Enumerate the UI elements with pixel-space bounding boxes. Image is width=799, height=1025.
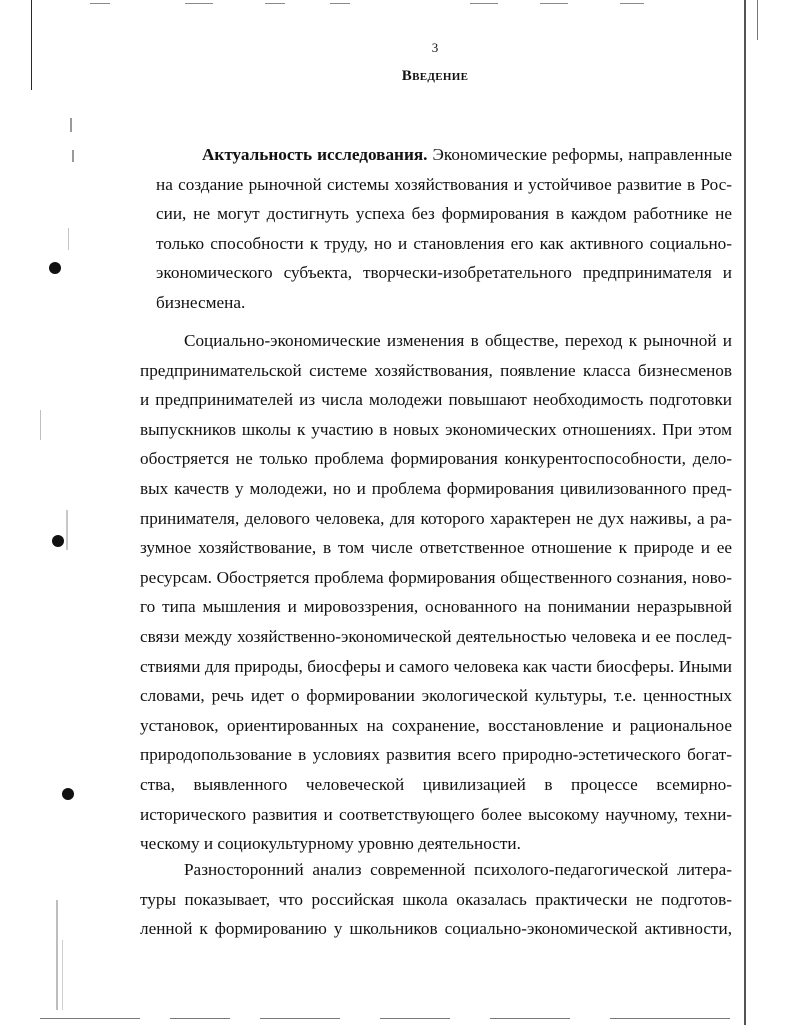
- scan-bottom-mark: [490, 1018, 570, 1019]
- scan-speck: [66, 510, 68, 550]
- scan-edge-left: [31, 0, 32, 90]
- paragraph-socioeconomic-changes: [140, 326, 732, 859]
- scan-top-mark: [470, 3, 498, 4]
- paragraph-line: Социально-экономические изменения в обществе, переход к рыночной и: [184, 331, 732, 350]
- scan-speck: [68, 228, 69, 250]
- paragraph-line: и предпринимателей из числа молодежи повышают необходимость подготовки: [140, 390, 732, 410]
- scan-speck: [62, 940, 63, 1010]
- paragraph-line: природопользование в условиях развития всего природно-эстетического богат-: [140, 745, 732, 765]
- scan-top-mark: [540, 3, 568, 4]
- paragraph-line: предпринимательской системе хозяйствования, появление класса бизнесменов: [140, 360, 732, 380]
- scan-edge-right-outer: [757, 0, 758, 40]
- scan-speck: [56, 900, 58, 1010]
- scan-bottom-mark: [260, 1018, 340, 1019]
- scan-bottom-mark: [170, 1018, 230, 1019]
- paragraph-literature-analysis: [140, 855, 732, 944]
- paragraph-line: установок, ориентированных на сохранение, восстановление и рациональное: [140, 715, 732, 735]
- scan-bottom-mark: [380, 1018, 450, 1019]
- paragraph-line: го типа мышления и мировоззрения, основанного на понимании неразрывной: [140, 597, 732, 617]
- paragraph-line: Разносторонний анализ современной психолого-педагогической литера-: [184, 860, 732, 879]
- scan-top-mark: [620, 3, 644, 4]
- scan-speck: [40, 410, 41, 440]
- paragraph-relevance: [156, 140, 732, 318]
- scan-top-mark: [185, 3, 213, 4]
- paragraph-line: обостряется не только проблема формирования конкурентоспособности, дело-: [140, 449, 732, 469]
- scan-top-mark: [265, 3, 285, 4]
- scan-top-mark: [90, 3, 110, 4]
- page-number: 3: [431, 40, 439, 55]
- scan-bottom-mark: [40, 1018, 140, 1019]
- scan-speck: [72, 150, 74, 162]
- paragraph-line: ства, выявленного человеческой цивилизацией в процессе всемирно-: [140, 774, 732, 794]
- relevance-label: Актуальность исследования.: [202, 145, 428, 164]
- paragraph-line: ленной к формированию у школьников социально-экономической активности,: [140, 919, 732, 939]
- paragraph-line: ресурсам. Обостряется проблема формирования общественного сознания, ново-: [140, 567, 732, 587]
- paragraph-line: выпускников школы к участию в новых экономических отношениях. При этом: [140, 419, 732, 439]
- paragraph-line: словами, речь идет о формировании экологической культуры, т.е. ценностных: [140, 686, 732, 706]
- paragraph-line: экономического субъекта, творчески-изобретательного предпринимателя и: [156, 263, 732, 283]
- paragraph-line: зумное хозяйствование, в том числе ответственное отношение к природе и ее: [140, 538, 732, 558]
- paragraph-line: туры показывает, что российская школа оказалась практически не подготов-: [140, 889, 732, 909]
- binder-hole-mark: [52, 535, 64, 547]
- scan-bottom-mark: [610, 1018, 730, 1019]
- paragraph-line: исторического развития и соответствующего более высокому научному, техни-: [140, 804, 732, 824]
- paragraph-line-text: Экономические реформы, направленные: [427, 145, 732, 164]
- scan-edge-right: [744, 0, 746, 1025]
- paragraph-line: только способности к труду, но и становления его как активного социально-: [156, 233, 732, 253]
- section-heading: Введение: [401, 68, 469, 84]
- paragraph-line: ствиями для природы, биосферы и самого человека как части биосферы. Иными: [140, 656, 732, 676]
- scan-top-mark: [330, 3, 350, 4]
- paragraph-line: [156, 140, 732, 170]
- paragraph-line: принимателя, делового человека, для которого характерен не дух наживы, а ра-: [140, 508, 732, 528]
- paragraph-line: связи между хозяйственно-экономической деятельностью человека и ее послед-: [140, 626, 732, 646]
- binder-hole-mark: [62, 788, 74, 800]
- paragraph-line: на создание рыночной системы хозяйствования и устойчивое развитие в Рос-: [156, 174, 732, 194]
- paragraph-line: ческому и социокультурному уровню деятельности.: [140, 834, 521, 854]
- paragraph-line: вых качеств у молодежи, но и проблема формирования цивилизованного пред-: [140, 478, 732, 498]
- binder-hole-mark: [49, 262, 61, 274]
- paragraph-line: сии, не могут достигнуть успеха без формирования в каждом работнике не: [156, 204, 732, 224]
- scan-speck: [70, 118, 72, 132]
- paragraph-line: бизнесмена.: [156, 292, 246, 312]
